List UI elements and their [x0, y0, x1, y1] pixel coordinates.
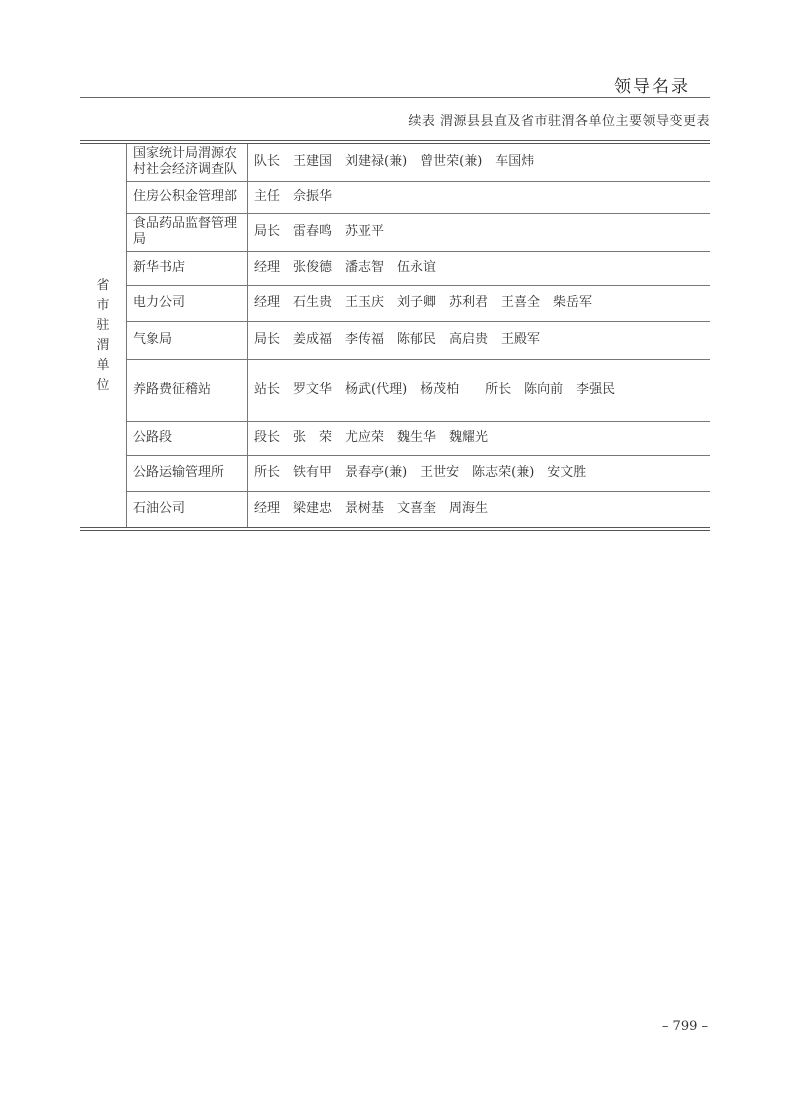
table-caption: 续表 渭源县县直及省市驻渭各单位主要领导变更表 [408, 114, 710, 129]
leader-names: 局长 姜成福 李传福 陈郁民 高启贵 王殿军 [248, 321, 711, 359]
table-bottom-rule [80, 527, 710, 531]
unit-name: 石油公司 [127, 491, 248, 527]
leader-names: 队长 王建国 刘建禄(兼) 曾世荣(兼) 车国炜 [248, 144, 711, 181]
leaders-table [80, 144, 710, 527]
unit-name: 住房公积金管理部 [127, 181, 248, 213]
unit-name: 电力公司 [127, 285, 248, 321]
unit-name: 新华书店 [127, 251, 248, 285]
unit-name: 公路运输管理所 [127, 455, 248, 491]
unit-name: 气象局 [127, 321, 248, 359]
unit-name: 公路段 [127, 421, 248, 455]
leader-names: 经理 张俊德 潘志智 伍永谊 [248, 251, 711, 285]
table-row [80, 144, 710, 181]
unit-name: 食品药品监督管理局 [127, 213, 248, 251]
table-row [80, 285, 710, 321]
table-row [80, 455, 710, 491]
header-divider [80, 97, 710, 98]
leader-names: 所长 铁有甲 景春亭(兼) 王世安 陈志荣(兼) 安文胜 [248, 455, 711, 491]
leader-names: 经理 石生贵 王玉庆 刘子卿 苏利君 王喜全 柴岳军 [248, 285, 711, 321]
unit-name: 国家统计局渭源农村社会经济调查队 [127, 144, 248, 181]
leader-names: 局长 雷春鸣 苏亚平 [248, 213, 711, 251]
table-row [80, 251, 710, 285]
table-row [80, 491, 710, 527]
table-row [80, 421, 710, 455]
page-number: – 799 – [661, 1019, 708, 1034]
table-row [80, 181, 710, 213]
table-row [80, 359, 710, 421]
section-title: 领导名录 [614, 77, 690, 97]
group-cell [80, 144, 127, 527]
unit-name: 养路费征稽站 [127, 359, 248, 421]
leader-names: 主任 佘振华 [248, 181, 711, 213]
leader-names: 站长 罗文华 杨武(代理) 杨茂柏 所长 陈向前 李强民 [248, 359, 711, 421]
group-label: 省市驻渭单位 [96, 277, 110, 393]
table-row [80, 213, 710, 251]
leaders-table-container [80, 140, 710, 531]
leader-names: 经理 梁建忠 景树基 文喜奎 周海生 [254, 501, 489, 517]
table-row [80, 321, 710, 359]
leader-names: 段长 张 荣 尤应荣 魏生华 魏耀光 [248, 421, 711, 455]
